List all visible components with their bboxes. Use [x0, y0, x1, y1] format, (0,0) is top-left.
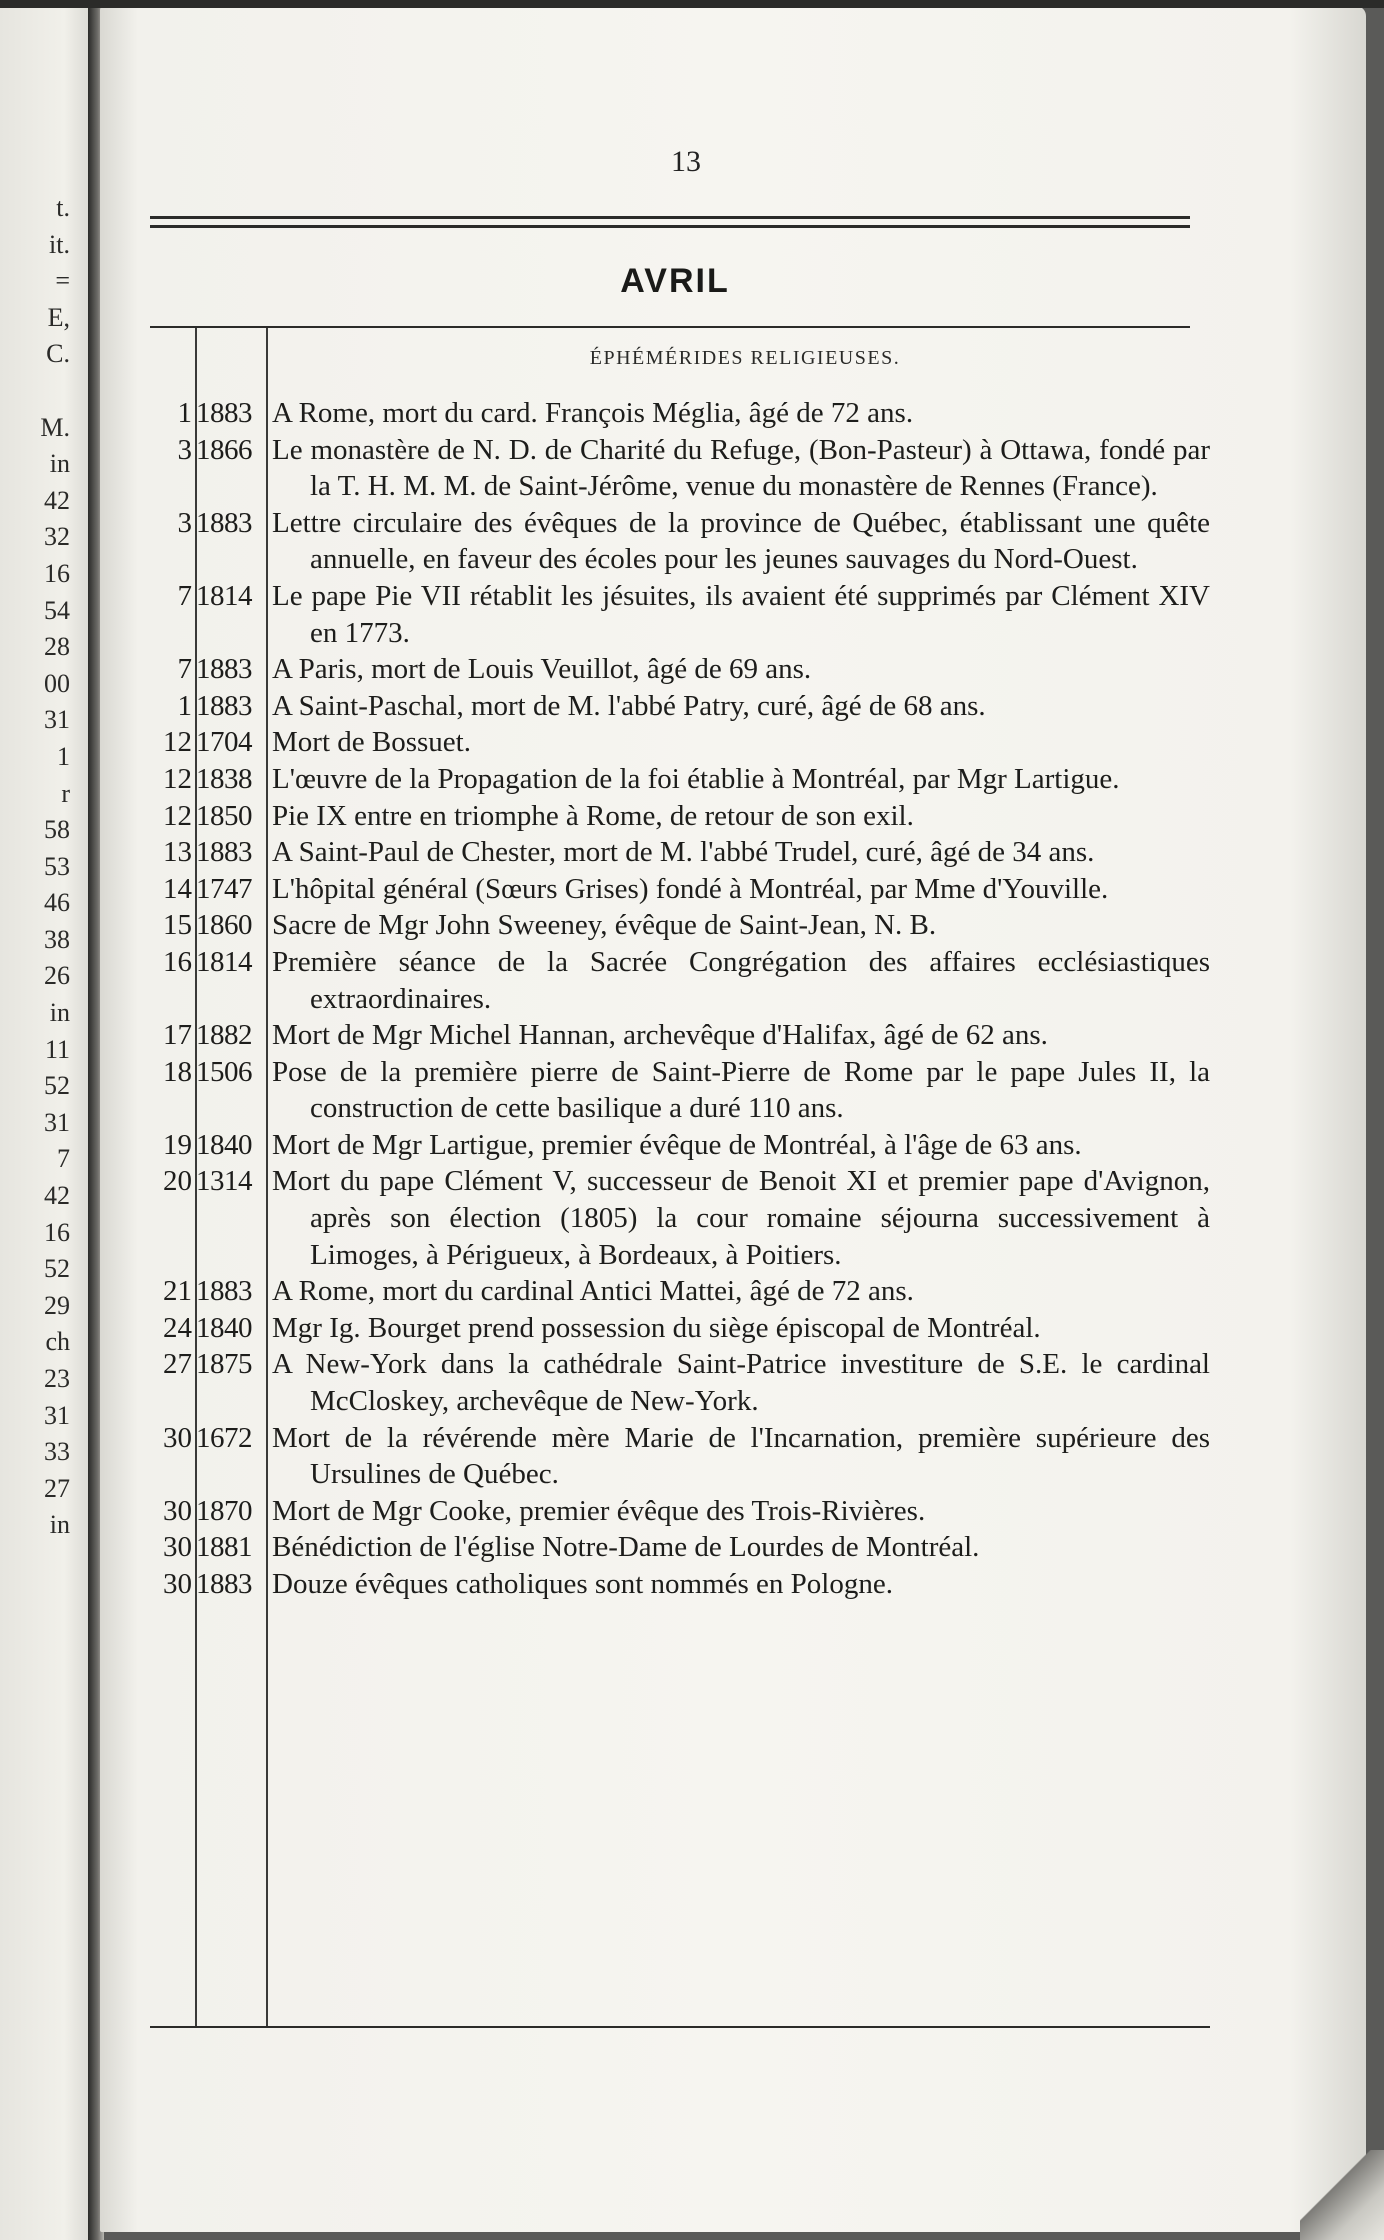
margin-fragment: 42 — [44, 485, 70, 515]
list-item — [150, 1493, 1210, 1530]
entry-year: 1860 — [196, 909, 252, 942]
list-item — [150, 395, 1210, 432]
double-rule-top — [150, 216, 1190, 219]
entry-day: 20 — [163, 1165, 192, 1198]
table-bottom-rule — [150, 2026, 1210, 2028]
table-top-rule — [150, 326, 1190, 328]
entry-day: 14 — [163, 872, 192, 905]
entry-text: Le pape Pie VII rétablit les jésuites, ils avaient été supprimés par Clément XIV en 1773. — [272, 579, 1210, 649]
margin-fragment: 31 — [44, 1400, 70, 1430]
entry-year: 1883 — [196, 506, 252, 539]
margin-fragment: C. — [46, 339, 70, 369]
entry-day: 12 — [163, 762, 192, 795]
list-item — [150, 1273, 1210, 1310]
margin-fragment: = — [55, 266, 70, 296]
margin-fragment: 38 — [44, 924, 70, 954]
page-top-edge — [0, 0, 1384, 8]
entry-day: 30 — [163, 1531, 192, 1564]
entry-year: 1838 — [196, 762, 252, 795]
entry-day: 7 — [177, 579, 192, 612]
entry-day: 15 — [163, 909, 192, 942]
entry-day: 3 — [177, 433, 192, 466]
entry-year: 1704 — [196, 726, 252, 759]
list-item — [150, 688, 1210, 725]
margin-fragment: 23 — [44, 1364, 70, 1393]
margin-fragment: 53 — [44, 851, 70, 881]
entry-text: Mort du pape Clément V, successeur de Benoit XI et premier pape d'Avignon, après son élection (1805) la cour romaine séjourna successivement à Limoges, à Périgueux, à Bordeaux, à Poitiers. — [272, 1165, 1210, 1271]
margin-fragment: 29 — [44, 1290, 70, 1320]
entry-text: Mort de Bossuet. — [272, 726, 471, 759]
entry-day: 12 — [163, 799, 192, 832]
list-item — [150, 1346, 1210, 1419]
margin-fragment: 31 — [44, 1107, 70, 1137]
entry-day: 13 — [163, 836, 192, 869]
margin-fragment: 00 — [44, 668, 70, 698]
entry-text: Sacre de Mgr John Sweeney, évêque de Saint-Jean, N. B. — [272, 909, 937, 942]
entry-day: 1 — [177, 689, 192, 722]
entry-day: 19 — [163, 1128, 192, 1161]
entry-year: 1881 — [196, 1531, 252, 1564]
entry-text: A Saint-Paul de Chester, mort de M. l'abbé Trudel, curé, âgé de 34 ans. — [272, 836, 1095, 869]
entry-day: 30 — [163, 1421, 192, 1454]
entry-year: 1672 — [196, 1421, 252, 1454]
margin-fragment: M. — [40, 412, 70, 442]
entry-text: Mort de Mgr Michel Hannan, archevêque d'Halifax, âgé de 62 ans. — [272, 1019, 1048, 1052]
entry-day: 3 — [177, 506, 192, 539]
entry-text: Première séance de la Sacrée Congrégation des affaires ecclésiastiques extraordinaires. — [272, 945, 1210, 1015]
list-item — [150, 1310, 1210, 1347]
entry-text: L'hôpital général (Sœurs Grises) fondé à Montréal, par Mme d'Youville. — [272, 872, 1109, 905]
entry-year: 1870 — [196, 1494, 252, 1527]
entry-year: 1883 — [196, 1568, 252, 1600]
list-item — [150, 761, 1210, 798]
entry-year: 1883 — [196, 836, 252, 869]
entry-text: A Saint-Paschal, mort de M. l'abbé Patry, curé, âgé de 68 ans. — [272, 689, 986, 722]
list-item — [150, 578, 1210, 651]
entry-text: Pie IX entre en triomphe à Rome, de retour de son exil. — [272, 799, 914, 832]
entry-day: 18 — [163, 1055, 192, 1088]
ephemerides-list — [150, 395, 1210, 1603]
list-item — [150, 834, 1210, 871]
entry-text: Le monastère de N. D. de Charité du Refuge, (Bon-Pasteur) à Ottawa, fondé par la T. H. M. M. de Saint-Jérôme, venue du monastère de Rennes (France). — [272, 433, 1210, 503]
entry-year: 1814 — [196, 945, 252, 978]
margin-fragment: in — [49, 1510, 70, 1540]
entry-year: 1866 — [196, 433, 252, 466]
margin-fragment: 7 — [57, 1144, 70, 1174]
entry-day: 12 — [163, 726, 192, 759]
list-item — [150, 798, 1210, 835]
list-item — [150, 1420, 1210, 1493]
margin-fragment: 28 — [44, 632, 70, 662]
list-item — [150, 944, 1210, 1017]
margin-fragment: r — [61, 778, 70, 808]
margin-fragment: 58 — [44, 815, 70, 845]
margin-fragment: ch — [45, 1327, 70, 1357]
entry-day: 27 — [163, 1348, 192, 1381]
entry-text: Douze évêques catholiques sont nommés en Pologne. — [272, 1568, 893, 1600]
margin-fragment: 16 — [44, 1217, 70, 1247]
entry-text: Bénédiction de l'église Notre-Dame de Lourdes de Montréal. — [272, 1531, 980, 1564]
entry-day: 16 — [163, 945, 192, 978]
margin-fragment: 1 — [57, 741, 70, 771]
margin-fragment: 42 — [44, 1181, 70, 1211]
margin-fragment: it. — [49, 229, 70, 259]
entry-year: 1883 — [196, 689, 252, 722]
previous-page-text-fragments — [0, 190, 70, 1544]
entry-year: 1883 — [196, 653, 252, 686]
list-item — [150, 1017, 1210, 1054]
entry-text: A New-York dans la cathédrale Saint-Patrice investiture de S.E. le cardinal McCloskey, archevêque de New-York. — [272, 1348, 1210, 1418]
entry-text: Mort de la révérende mère Marie de l'Incarnation, première supérieure des Ursulines de Québec. — [272, 1421, 1210, 1491]
margin-fragment: 32 — [44, 522, 70, 552]
entry-day: 30 — [163, 1494, 192, 1527]
margin-fragment: t. — [56, 193, 70, 222]
margin-fragment: 33 — [44, 1437, 70, 1467]
entry-year: 1875 — [196, 1348, 252, 1381]
section-heading: ÉPHÉMÉRIDES RELIGIEUSES. — [589, 347, 901, 369]
entry-year: 1840 — [196, 1128, 252, 1161]
list-item — [150, 1054, 1210, 1127]
page-number: 13 — [671, 145, 701, 178]
list-item — [150, 651, 1210, 688]
entry-text: Pose de la première pierre de Saint-Pierre de Rome par le pape Jules II, la construction de cette basilique a duré 110 ans. — [272, 1055, 1210, 1125]
entry-day: 30 — [163, 1568, 192, 1600]
double-rule-bottom — [150, 225, 1190, 228]
list-item — [150, 871, 1210, 908]
margin-fragment: 16 — [44, 558, 70, 588]
entry-year: 1506 — [196, 1055, 252, 1088]
list-item — [150, 907, 1210, 944]
list-item — [150, 432, 1210, 505]
list-item — [150, 505, 1210, 578]
entry-year: 1747 — [196, 872, 252, 905]
margin-fragment: 54 — [44, 595, 70, 625]
margin-fragment: 52 — [44, 1071, 70, 1101]
margin-fragment: in — [49, 998, 70, 1028]
entry-year: 1883 — [196, 397, 252, 429]
entry-year: 1882 — [196, 1019, 252, 1052]
entry-text: A Paris, mort de Louis Veuillot, âgé de 69 ans. — [272, 653, 812, 686]
entry-text: Mgr Ig. Bourget prend possession du siège épiscopal de Montréal. — [272, 1311, 1041, 1344]
entry-year: 1814 — [196, 579, 252, 612]
entry-year: 1883 — [196, 1275, 252, 1308]
entry-year: 1314 — [196, 1165, 252, 1198]
margin-fragment: 27 — [44, 1473, 70, 1503]
entry-day: 17 — [163, 1019, 192, 1052]
entry-day: 21 — [163, 1275, 192, 1308]
margin-fragment: in — [49, 449, 70, 479]
list-item — [150, 724, 1210, 761]
entry-text: A Rome, mort du cardinal Antici Mattei, âgé de 72 ans. — [272, 1275, 914, 1308]
entry-text: Mort de Mgr Cooke, premier évêque des Trois-Rivières. — [272, 1494, 926, 1527]
margin-fragment: 52 — [44, 1254, 70, 1284]
entry-year: 1850 — [196, 799, 252, 832]
page-corner-curl — [1300, 2150, 1384, 2240]
entry-text: L'œuvre de la Propagation de la foi établie à Montréal, par Mgr Lartigue. — [272, 762, 1120, 795]
margin-fragment: E, — [47, 302, 70, 332]
entry-text: A Rome, mort du card. François Méglia, âgé de 72 ans. — [272, 397, 914, 429]
entry-day: 7 — [177, 653, 192, 686]
margin-fragment: 46 — [44, 888, 70, 918]
margin-fragment: 11 — [44, 1034, 70, 1064]
margin-fragment — [0, 373, 70, 410]
entry-day: 24 — [163, 1311, 192, 1344]
entry-year: 1840 — [196, 1311, 252, 1344]
entry-text: Mort de Mgr Lartigue, premier évêque de Montréal, à l'âge de 63 ans. — [272, 1128, 1082, 1161]
margin-fragment: 31 — [44, 705, 70, 735]
month-title: AVRIL — [620, 262, 730, 300]
list-item — [150, 1163, 1210, 1273]
margin-fragment: 26 — [44, 961, 70, 991]
list-item — [150, 1566, 1210, 1603]
entry-day: 1 — [177, 397, 192, 429]
list-item — [150, 1127, 1210, 1164]
entry-text: Lettre circulaire des évêques de la province de Québec, établissant une quête annuelle, en faveur des écoles pour les jeunes sauvages du Nord-Ouest. — [272, 506, 1210, 576]
list-item — [150, 1529, 1210, 1566]
